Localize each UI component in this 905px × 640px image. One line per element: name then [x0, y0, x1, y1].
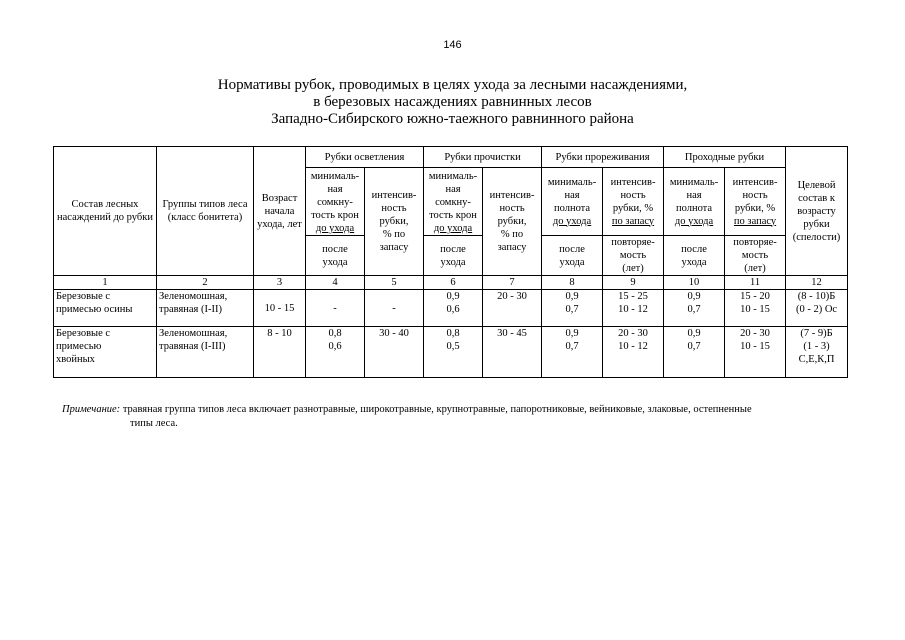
page-title — [0, 77, 905, 128]
header-text: (лет) — [622, 263, 644, 274]
cell-text: 10 - 15 — [740, 341, 770, 352]
header-vozrast: Возраст начала ухода, лет — [254, 147, 306, 276]
cell-text: (7 - 9)Б — [800, 328, 833, 339]
header-text: запасу — [497, 242, 527, 253]
cell-text: 0,9 — [446, 291, 460, 302]
cell-text: 10 - 12 — [618, 304, 648, 315]
header-text: рубки, — [497, 216, 527, 227]
header-text: полнота — [675, 202, 713, 214]
cell-text: 15 - 25 — [618, 291, 648, 302]
header-text: ная — [327, 184, 343, 195]
cell-text: 0,7 — [687, 341, 701, 352]
cell-vozrast: 8 - 10 — [254, 327, 306, 378]
cell-gruppa — [157, 290, 254, 327]
cell-osv-somknutost: - — [306, 290, 365, 327]
cell-text: травяная (I-III) — [159, 341, 226, 352]
header-text: рубки, % — [612, 202, 654, 214]
header-text: мость — [741, 250, 769, 261]
column-number: 3 — [254, 276, 306, 290]
cell-text: 0,7 — [687, 304, 701, 315]
cell-proch-somknutost — [424, 327, 483, 378]
header-text: интенсив- — [732, 176, 778, 188]
header-prorezh-posle-uhoda — [542, 236, 603, 276]
cell-text: примесью — [56, 341, 102, 352]
header-text: ность — [381, 203, 407, 214]
cell-sostav — [54, 327, 157, 378]
header-text: до ухода — [315, 223, 355, 234]
header-text: ная — [445, 184, 461, 195]
header-rubki-prochistki: Рубки прочистки — [424, 147, 542, 168]
header-text: до ухода — [674, 215, 714, 227]
cell-celevoy-sostav — [786, 327, 848, 378]
column-number: 4 — [306, 276, 365, 290]
header-text: после — [322, 243, 348, 255]
header-prohod-min-polnota — [664, 168, 725, 236]
cell-text: С,Е,К,П — [798, 354, 835, 365]
header-text: ная — [564, 189, 580, 201]
cell-text: 0,9 — [565, 328, 579, 339]
cell-prohod-polnota — [664, 327, 725, 378]
header-rubki-prorezhivaniya: Рубки прореживания — [542, 147, 664, 168]
column-number: 6 — [424, 276, 483, 290]
cell-text: 15 - 20 — [740, 291, 770, 302]
cell-text: 0,8 — [446, 328, 460, 339]
column-number: 1 — [54, 276, 157, 290]
cell-gruppa — [157, 327, 254, 378]
header-prohod-intensivnost — [725, 168, 786, 236]
header-text: ухода — [322, 256, 348, 268]
cell-proch-intensivnost: 30 - 45 — [483, 327, 542, 378]
header-text: полнота — [553, 202, 591, 214]
cell-text: хвойных — [56, 354, 95, 365]
cell-text: 0,7 — [565, 341, 579, 352]
cell-text: (0 - 2) Ос — [795, 304, 838, 315]
header-text: запасу — [379, 242, 409, 253]
cell-prorezh-polnota — [542, 290, 603, 327]
header-text: % по — [382, 229, 406, 240]
header-prorezh-povtoryaemost — [603, 236, 664, 276]
cell-text: Березовые с — [56, 291, 111, 302]
cell-text: 20 - 30 — [740, 328, 770, 339]
cell-proch-somknutost — [424, 290, 483, 327]
cell-text: (1 - 3) — [803, 341, 830, 352]
header-text: до ухода — [433, 223, 473, 234]
cell-text: 0,8 — [328, 328, 342, 339]
header-sostav: Состав лесных насаждений до рубки — [54, 147, 157, 276]
cell-text: примесью осины — [56, 304, 133, 315]
header-text: после — [681, 243, 707, 255]
header-row-groups — [54, 147, 848, 168]
header-text: после — [440, 243, 466, 255]
cell-prorezh-polnota — [542, 327, 603, 378]
footnote — [62, 403, 842, 431]
cell-prorezh-intensivnost — [603, 290, 664, 327]
column-number: 7 — [483, 276, 542, 290]
header-proch-intensivnost — [483, 168, 542, 276]
cell-prohod-intensivnost — [725, 290, 786, 327]
column-number: 9 — [603, 276, 664, 290]
norms-table — [53, 146, 848, 378]
cell-vozrast: 10 - 15 — [254, 290, 306, 327]
column-number: 10 — [664, 276, 725, 290]
cell-text: 0,9 — [565, 291, 579, 302]
cell-text: 0,5 — [446, 341, 460, 352]
header-osv-min-somknutost — [306, 168, 365, 236]
cell-text: 10 - 12 — [618, 341, 648, 352]
cell-prohod-polnota — [664, 290, 725, 327]
header-text: ухода — [681, 256, 707, 268]
header-text: тость крон — [429, 210, 477, 221]
header-rubki-osvetleniya: Рубки осветления — [306, 147, 424, 168]
title-line-2: в березовых насаждениях равнинных лесов — [313, 94, 592, 110]
header-celevoy-sostav: Целевой состав к возрасту рубки (спелости) — [786, 147, 848, 276]
header-osv-posle-uhoda — [306, 236, 365, 276]
cell-text: травяная (I-II) — [159, 304, 222, 315]
header-text: (лет) — [744, 263, 766, 274]
cell-text: Зеленомошная, — [159, 291, 228, 302]
table-row — [54, 327, 848, 378]
header-text: повторяе- — [611, 237, 655, 248]
title-line-1: Нормативы рубок, проводимых в целях ухода за лесными насаждениями, — [217, 77, 688, 93]
header-text: интенсив- — [610, 176, 656, 188]
footnote-text-continued: типы леса. — [130, 418, 178, 429]
header-prohod-povtoryaemost — [725, 236, 786, 276]
column-number: 8 — [542, 276, 603, 290]
column-number: 5 — [365, 276, 424, 290]
header-text: до ухода — [552, 215, 592, 227]
header-proch-posle-uhoda — [424, 236, 483, 276]
header-text: ная — [686, 189, 702, 201]
column-numbers-row — [54, 276, 848, 290]
column-number: 11 — [725, 276, 786, 290]
header-text: по запасу — [733, 215, 777, 227]
header-gruppy: Группы типов леса (класс бонитета) — [157, 147, 254, 276]
cell-prohod-intensivnost — [725, 327, 786, 378]
cell-osv-intensivnost: 30 - 40 — [365, 327, 424, 378]
header-text: сомкну- — [435, 197, 471, 208]
header-text: минималь- — [310, 171, 360, 182]
header-text: повторяе- — [733, 237, 777, 248]
header-prohodnye-rubki: Проходные рубки — [664, 147, 786, 168]
page-number: 146 — [443, 39, 462, 51]
cell-text: (8 - 10)Б — [797, 291, 836, 302]
header-text: интенсив- — [371, 190, 417, 201]
header-text: % по — [500, 229, 524, 240]
header-text: сомкну- — [317, 197, 353, 208]
header-text: по запасу — [611, 215, 655, 227]
footnote-label: Примечание: — [62, 404, 121, 415]
header-text: тость крон — [311, 210, 359, 221]
header-prohod-posle-uhoda — [664, 236, 725, 276]
header-text: рубки, — [379, 216, 409, 227]
cell-text: Березовые с — [56, 328, 111, 339]
cell-text: 20 - 30 — [618, 328, 648, 339]
header-osv-intensivnost — [365, 168, 424, 276]
table-row — [54, 290, 848, 327]
header-text: ность — [499, 203, 525, 214]
cell-text: 0,6 — [328, 341, 342, 352]
header-prorezh-min-polnota — [542, 168, 603, 236]
cell-text: 0,6 — [446, 304, 460, 315]
cell-text: Зеленомошная, — [159, 328, 228, 339]
header-text: минималь- — [428, 171, 478, 182]
column-number: 12 — [786, 276, 848, 290]
cell-sostav — [54, 290, 157, 327]
title-line-3: Западно-Сибирского южно-таежного равнинного района — [271, 111, 634, 127]
header-proch-min-somknutost — [424, 168, 483, 236]
header-text: минималь- — [669, 176, 719, 188]
cell-text: 0,9 — [687, 291, 701, 302]
header-text: ухода — [559, 256, 585, 268]
footnote-text: травяная группа типов леса включает разнотравные, широкотравные, крупнотравные, папоротниковые, вейниковые, злаковые, остепненные — [120, 404, 752, 415]
header-text: рубки, % — [734, 202, 776, 214]
header-text: после — [559, 243, 585, 255]
cell-celevoy-sostav — [786, 290, 848, 327]
header-text: минималь- — [547, 176, 597, 188]
cell-text: 0,7 — [565, 304, 579, 315]
header-prorezh-intensivnost — [603, 168, 664, 236]
cell-osv-intensivnost: - — [365, 290, 424, 327]
cell-osv-somknutost — [306, 327, 365, 378]
header-text: мость — [619, 250, 647, 261]
header-text: ность — [620, 189, 646, 201]
header-text: ность — [742, 189, 768, 201]
header-text: интенсив- — [489, 190, 535, 201]
cell-proch-intensivnost: 20 - 30 — [483, 290, 542, 327]
cell-prorezh-intensivnost — [603, 327, 664, 378]
header-text: ухода — [440, 256, 466, 268]
cell-text: 0,9 — [687, 328, 701, 339]
cell-text: 10 - 15 — [740, 304, 770, 315]
column-number: 2 — [157, 276, 254, 290]
